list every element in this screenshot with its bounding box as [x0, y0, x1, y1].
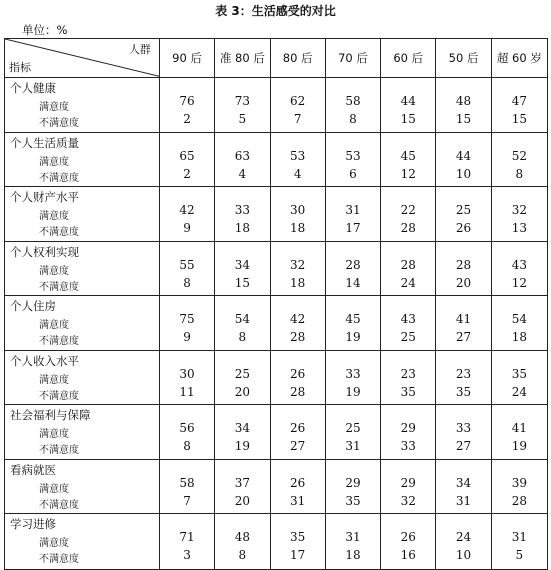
unsatisfied-value: 28: [290, 384, 306, 399]
satisfied-value: 65: [179, 148, 195, 163]
unsatisfied-value: 25: [400, 330, 416, 344]
satisfied-value: 25: [234, 366, 250, 381]
table-header: [5, 39, 547, 78]
unsatisfied-value: 10: [455, 166, 472, 181]
unsatisfied-value: 2: [183, 166, 191, 181]
value-cell: [271, 351, 326, 405]
header-corner-cell: [5, 39, 160, 77]
unsatisfied-label: 不满意度: [39, 499, 79, 511]
value-cell: [436, 514, 491, 569]
value-cell: [215, 242, 270, 296]
indicator-label-cell: [5, 133, 160, 187]
column-header: 60 后: [381, 39, 436, 77]
indicator-label-cell: [5, 460, 160, 514]
unsatisfied-label: 不满意度: [39, 281, 79, 293]
satisfied-value: 63: [234, 148, 250, 163]
unsatisfied-value: 4: [238, 166, 247, 181]
value-cell: [160, 460, 215, 514]
unsatisfied-value: 18: [290, 221, 306, 235]
value-cell: [271, 514, 326, 569]
unsatisfied-value: 9: [183, 221, 191, 235]
satisfied-value: 33: [234, 203, 250, 217]
satisfied-value: 58: [179, 475, 195, 490]
unsatisfied-value: 27: [290, 439, 306, 453]
indicator-group: [5, 187, 547, 242]
unsatisfied-value: 15: [455, 112, 472, 126]
unsatisfied-value: 20: [234, 493, 250, 508]
table-title: 表 3：生活感受的对比: [215, 4, 336, 18]
unsatisfied-value: 9: [183, 330, 191, 344]
satisfied-value: 54: [511, 312, 527, 326]
unsatisfied-value: 28: [511, 493, 527, 508]
value-cell: [215, 405, 270, 459]
satisfied-value: 34: [455, 475, 472, 490]
unsatisfied-value: 24: [511, 384, 527, 399]
value-cell: [436, 187, 491, 241]
indicator-label-cell: [5, 78, 160, 132]
value-cell: [381, 460, 436, 514]
satisfied-value: 25: [345, 421, 361, 435]
satisfied-label: 满意度: [39, 265, 69, 277]
value-cell: [492, 405, 547, 459]
column-header: 90 后: [160, 39, 215, 77]
unsatisfied-value: 20: [455, 275, 472, 290]
satisfied-value: 26: [290, 366, 306, 381]
satisfied-value: 31: [345, 530, 361, 544]
value-cell: [381, 351, 436, 405]
unsatisfied-value: 14: [345, 275, 361, 290]
satisfied-value: 35: [290, 530, 306, 544]
satisfied-value: 45: [345, 312, 361, 326]
value-cell: [271, 78, 326, 132]
satisfied-value: 30: [290, 203, 306, 217]
value-cell: [160, 187, 215, 241]
value-cell: [381, 296, 436, 350]
unsatisfied-value: 7: [293, 112, 302, 126]
satisfied-value: 28: [400, 257, 416, 272]
unsatisfied-label: 不满意度: [39, 554, 79, 565]
indicator-label-cell: [5, 405, 160, 459]
value-cell: [215, 296, 270, 350]
value-cell: [326, 460, 381, 514]
unsatisfied-label: 不满意度: [39, 172, 79, 184]
satisfied-value: 47: [511, 94, 527, 108]
satisfied-value: 55: [179, 257, 195, 272]
value-cell: [160, 351, 215, 405]
satisfied-value: 58: [345, 94, 361, 108]
satisfied-value: 75: [179, 312, 195, 326]
unsatisfied-value: 26: [455, 221, 472, 235]
satisfied-value: 53: [290, 148, 306, 163]
unit-label: 单位：%: [22, 23, 68, 37]
satisfied-label: 满意度: [39, 374, 69, 386]
value-cell: [215, 514, 270, 569]
value-cell: [160, 296, 215, 350]
unsatisfied-label: 不满意度: [39, 445, 79, 456]
value-cell: [326, 514, 381, 569]
value-cell: [326, 187, 381, 241]
satisfied-value: 26: [290, 475, 306, 490]
satisfied-value: 22: [400, 203, 416, 217]
satisfied-value: 48: [455, 94, 472, 108]
unsatisfied-label: 不满意度: [39, 336, 79, 347]
unsatisfied-value: 27: [455, 439, 472, 453]
satisfied-value: 41: [455, 312, 472, 326]
indicator-group: [5, 133, 547, 188]
unsatisfied-value: 8: [349, 112, 357, 126]
indicator-group: [5, 405, 547, 460]
indicator-name: 学习进修: [10, 517, 56, 531]
value-cell: [492, 187, 547, 241]
unsatisfied-value: 10: [455, 548, 472, 562]
indicator-name: 看病就医: [10, 462, 56, 477]
satisfied-value: 25: [455, 203, 472, 217]
satisfied-value: 32: [511, 203, 527, 217]
value-cell: [326, 242, 381, 296]
unsatisfied-value: 3: [183, 548, 191, 562]
unsatisfied-value: 28: [290, 330, 306, 344]
satisfied-label: 满意度: [39, 483, 69, 495]
value-cell: [492, 78, 547, 132]
column-header: 超 60 岁: [496, 51, 542, 65]
satisfied-label: 满意度: [39, 102, 69, 113]
unsatisfied-value: 12: [400, 166, 416, 181]
value-cell: [326, 405, 381, 459]
unsatisfied-value: 35: [345, 493, 361, 508]
value-cell: [436, 405, 491, 459]
value-cell: [215, 133, 270, 187]
unsatisfied-value: 8: [183, 439, 191, 453]
column-header: 准 80 后: [215, 39, 270, 77]
satisfied-value: 39: [511, 475, 527, 490]
unsatisfied-value: 28: [400, 221, 416, 235]
unsatisfied-label: 不满意度: [39, 118, 79, 129]
satisfied-label: 满意度: [39, 156, 69, 168]
value-cell: [381, 405, 436, 459]
unsatisfied-value: 33: [400, 439, 416, 453]
unsatisfied-value: 20: [234, 384, 250, 399]
value-cell: [492, 242, 547, 296]
value-cell: [215, 187, 270, 241]
satisfied-value: 29: [345, 475, 361, 490]
indicator-label-cell: [5, 242, 160, 296]
value-cell: [492, 514, 547, 569]
value-cell: [326, 296, 381, 350]
unsatisfied-value: 17: [345, 221, 361, 235]
satisfied-value: 26: [400, 530, 416, 544]
value-cell: [436, 296, 491, 350]
indicator-group: [5, 514, 547, 569]
value-cell: [271, 187, 326, 241]
unsatisfied-value: 19: [234, 439, 250, 453]
satisfied-value: 48: [234, 530, 250, 544]
satisfied-value: 30: [179, 366, 195, 381]
unsatisfied-value: 27: [455, 330, 472, 344]
value-cell: [271, 242, 326, 296]
value-cell: [492, 133, 547, 187]
value-cell: [326, 133, 381, 187]
satisfied-value: 62: [290, 94, 306, 108]
satisfied-value: 53: [345, 148, 361, 163]
value-cell: [381, 514, 436, 569]
indicator-group: [5, 460, 547, 515]
unsatisfied-value: 31: [345, 439, 361, 453]
satisfied-value: 45: [400, 148, 416, 163]
value-cell: [436, 351, 491, 405]
unsatisfied-value: 31: [455, 493, 472, 508]
comparison-table: [4, 38, 548, 570]
unsatisfied-value: 12: [511, 275, 527, 290]
header-group-label: 人群: [128, 43, 151, 56]
indicator-label-cell: [5, 187, 160, 241]
satisfied-value: 71: [179, 530, 195, 544]
unsatisfied-label: 不满意度: [39, 227, 79, 238]
satisfied-label: 满意度: [39, 320, 69, 331]
unsatisfied-value: 6: [349, 166, 357, 181]
indicator-name: 个人住房: [10, 299, 56, 313]
satisfied-value: 44: [400, 94, 416, 108]
value-cell: [326, 351, 381, 405]
satisfied-value: 31: [511, 530, 527, 544]
unsatisfied-value: 17: [290, 548, 306, 562]
value-cell: [271, 133, 326, 187]
satisfied-value: 31: [345, 203, 361, 217]
unsatisfied-value: 18: [345, 548, 361, 562]
satisfied-value: 32: [290, 257, 306, 272]
satisfied-value: 28: [345, 257, 361, 272]
satisfied-value: 33: [455, 421, 472, 435]
value-cell: [160, 242, 215, 296]
value-cell: [215, 78, 270, 132]
unsatisfied-value: 7: [183, 493, 191, 508]
unsatisfied-value: 16: [400, 548, 416, 562]
satisfied-value: 34: [234, 421, 250, 435]
value-cell: [436, 78, 491, 132]
indicator-group: [5, 78, 547, 133]
unsatisfied-value: 8: [183, 275, 191, 290]
unsatisfied-value: 4: [293, 166, 302, 181]
value-cell: [381, 133, 436, 187]
satisfied-value: 43: [400, 312, 416, 326]
indicator-name: 社会福利与保障: [10, 408, 91, 422]
unsatisfied-value: 35: [455, 384, 472, 399]
satisfied-value: 56: [179, 421, 195, 435]
unsatisfied-value: 19: [345, 384, 361, 399]
value-cell: [160, 78, 215, 132]
satisfied-value: 37: [234, 475, 250, 490]
value-cell: [381, 187, 436, 241]
satisfied-value: 34: [234, 257, 250, 272]
indicator-name: 个人健康: [10, 81, 56, 95]
unsatisfied-label: 不满意度: [39, 390, 79, 402]
value-cell: [381, 78, 436, 132]
satisfied-value: 29: [400, 421, 416, 435]
satisfied-value: 33: [345, 366, 361, 381]
indicator-name: 个人权利实现: [10, 244, 79, 259]
indicator-label-cell: [5, 351, 160, 405]
satisfied-value: 44: [455, 148, 472, 163]
indicator-label-cell: [5, 514, 160, 569]
unsatisfied-value: 18: [234, 221, 250, 235]
unsatisfied-value: 19: [511, 439, 527, 453]
indicator-name: 个人财产水平: [10, 190, 79, 204]
unsatisfied-value: 5: [238, 112, 247, 126]
satisfied-label: 满意度: [39, 211, 69, 222]
satisfied-value: 28: [455, 257, 472, 272]
unsatisfied-value: 8: [238, 330, 247, 344]
column-header: 80 后: [271, 39, 326, 77]
satisfied-value: 42: [179, 203, 195, 217]
header-indicator-label: 指标: [9, 61, 31, 74]
satisfied-value: 29: [400, 475, 416, 490]
unsatisfied-value: 18: [290, 275, 306, 290]
satisfied-label: 满意度: [39, 429, 69, 440]
indicator-label-cell: [5, 296, 160, 350]
unsatisfied-value: 18: [511, 330, 527, 344]
satisfied-value: 24: [455, 530, 472, 544]
value-cell: [160, 133, 215, 187]
unsatisfied-value: 19: [345, 330, 361, 344]
satisfied-value: 23: [400, 366, 416, 381]
value-cell: [326, 78, 381, 132]
value-cell: [436, 133, 491, 187]
indicator-name: 个人生活质量: [10, 135, 79, 150]
unsatisfied-value: 35: [400, 384, 416, 399]
unsatisfied-value: 24: [400, 275, 416, 290]
value-cell: [436, 242, 491, 296]
column-header: 50 后: [436, 39, 491, 77]
indicator-group: [5, 296, 547, 351]
value-cell: [271, 405, 326, 459]
satisfied-value: 54: [234, 312, 250, 326]
value-cell: [215, 351, 270, 405]
value-cell: [436, 460, 491, 514]
satisfied-value: 73: [234, 94, 250, 108]
satisfied-value: 76: [179, 94, 195, 108]
value-cell: [381, 242, 436, 296]
value-cell: [215, 460, 270, 514]
unsatisfied-value: 5: [515, 548, 524, 562]
value-cell: [271, 296, 326, 350]
indicator-name: 个人收入水平: [10, 353, 79, 368]
value-cell: [160, 514, 215, 569]
value-cell: [160, 405, 215, 459]
value-cell: [492, 351, 547, 405]
value-cell: [492, 296, 547, 350]
unsatisfied-value: 32: [400, 493, 416, 508]
satisfied-value: 41: [511, 421, 527, 435]
satisfied-value: 42: [290, 312, 306, 326]
unsatisfied-value: 15: [400, 112, 416, 126]
satisfied-value: 23: [455, 366, 472, 381]
unsatisfied-value: 31: [290, 493, 306, 508]
unsatisfied-value: 13: [511, 221, 527, 235]
indicator-group: [5, 351, 547, 406]
column-header: 70 后: [326, 39, 381, 77]
unsatisfied-value: 2: [183, 112, 191, 126]
satisfied-label: 满意度: [39, 538, 69, 549]
value-cell: [492, 460, 547, 514]
unsatisfied-value: 8: [238, 548, 247, 562]
unsatisfied-value: 8: [515, 166, 524, 181]
unsatisfied-value: 11: [179, 384, 195, 399]
unsatisfied-value: 15: [234, 275, 250, 290]
satisfied-value: 26: [290, 421, 306, 435]
value-cell: [271, 460, 326, 514]
indicator-group: [5, 242, 547, 297]
satisfied-value: 43: [511, 257, 527, 272]
satisfied-value: 35: [511, 366, 527, 381]
satisfied-value: 52: [511, 148, 527, 163]
unsatisfied-value: 15: [511, 112, 527, 126]
